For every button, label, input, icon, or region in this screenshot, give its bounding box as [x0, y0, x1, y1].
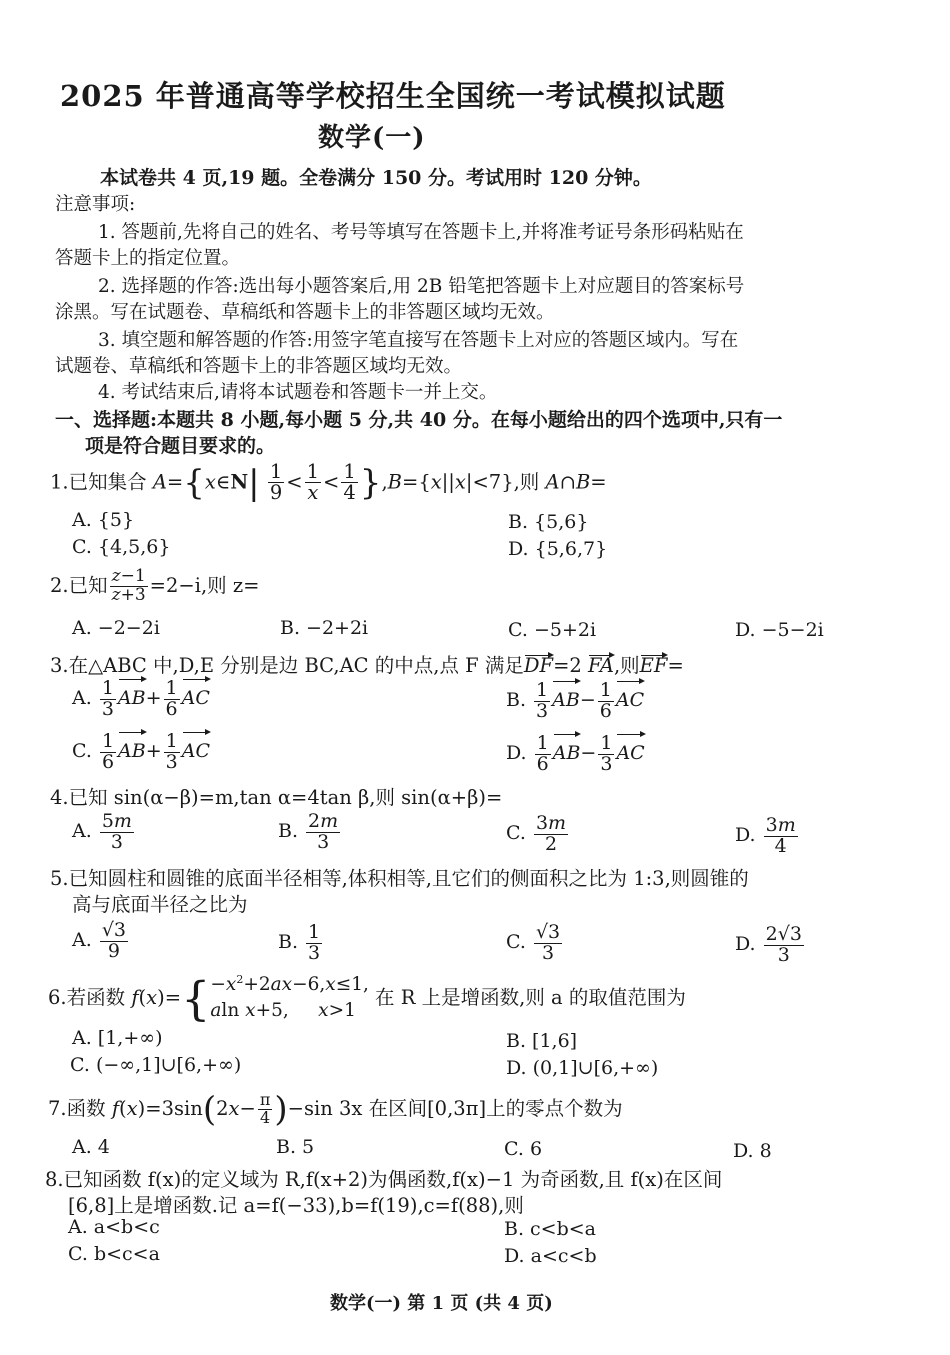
option-b: B. $\frac{1}{3}$ [278, 920, 321, 964]
option-b: B. [1,6] [506, 1030, 578, 1052]
section-heading-cont: 项是符合题目要求的。 [85, 435, 276, 457]
option-b: B. c<b<a [504, 1218, 597, 1240]
option-b: B. $\frac{1}{3}$ AB− $\frac{1}{6}$ AC [506, 678, 645, 722]
question-6: 6.若函数 $f(x)=\{-x^2+2ax-6,x\le 1$, aln x+5, x>1 在 R 上是增函数,则 a 的取值范围为 [48, 971, 686, 1026]
exam-subtitle: 数学(一) [318, 123, 426, 153]
option-d: D. $\frac{1}{6}$ AB− $\frac{1}{3}$ AC [506, 731, 645, 775]
question-4: 4.已知 sin(α−β)=m,tan α=4tan β,则 sin(α+β)= [50, 786, 503, 809]
option-c: C. (−∞,1]∪[6,+∞) [70, 1054, 242, 1076]
notice-line: 1. 答题前,先将自己的姓名、考号等填写在答题卡上,并将准考证号条形码粘贴在 [98, 222, 744, 243]
notice-line: 3. 填空题和解答题的作答:用签字笔直接写在答题卡上对应的答题区域内。写在 [98, 330, 739, 351]
section-heading: 一、选择题:本题共 8 小题,每小题 5 分,共 40 分。在每小题给出的四个选项中,只有一 [55, 409, 783, 431]
option-a: A. [1,+∞) [72, 1027, 163, 1049]
option-b: B. {5,6} [508, 511, 589, 533]
option-b: B. −2+2i [280, 617, 369, 639]
option-d: D. {5,6,7} [508, 538, 608, 560]
option-a: A. $\frac{5m}{3}$ [72, 809, 132, 853]
question-3: 3.在△ABC 中,D,E 分别是边 BC,AC 的中点,点 F 满足DF=2 FA,则EF= [50, 654, 684, 677]
notice-line: 试题卷、草稿纸和答题卡上的非答题区域均无效。 [55, 356, 463, 377]
option-c: C. $\frac{1}{6}$ AB+ $\frac{1}{3}$ AC [72, 729, 211, 773]
question-5-cont: 高与底面半径之比为 [72, 893, 248, 916]
option-a: A. a<b<c [68, 1216, 160, 1238]
option-b: B. 5 [276, 1136, 315, 1158]
question-8-cont: [6,8]上是增函数.记 a=f(−33),b=f(19),c=f(88),则 [68, 1194, 524, 1217]
option-a: A. $\frac{1}{3}$ AB+ $\frac{1}{6}$ AC [72, 676, 210, 720]
option-c: C. −5+2i [508, 619, 597, 641]
notice-heading: 注意事项: [55, 194, 136, 215]
option-a: A. $\frac{√3}{9}$ [72, 918, 127, 962]
option-d: D. (0,1]∪[6,+∞) [506, 1057, 659, 1079]
option-d: D. 8 [733, 1140, 772, 1162]
option-c: C. $\frac{√3}{3}$ [506, 920, 561, 964]
question-1: 1.已知集合 A={x∈N| $\frac{1}{9}$ < $\frac{1}{x}$ < $\frac{1}{4}$ },B={x||x|<7},则 A∩B= [50, 460, 607, 505]
option-c: C. b<c<a [68, 1243, 160, 1265]
option-c: C. 6 [504, 1138, 543, 1160]
option-c: C. {4,5,6} [72, 536, 171, 558]
exam-title: 2025 年普通高等学校招生全国统一考试模拟试题 [60, 79, 726, 113]
question-2: 2.已知 $\frac{z-1}{z+3}$ =2−i,则 z= [50, 566, 260, 605]
option-d: D. $\frac{3m}{4}$ [735, 813, 796, 857]
question-5: 5.已知圆柱和圆锥的底面半径相等,体积相等,且它们的侧面积之比为 1:3,则圆锥的 [50, 867, 749, 890]
option-c: C. $\frac{3m}{2}$ [506, 811, 567, 855]
option-d: D. $\frac{2√3}{3}$ [735, 922, 802, 966]
question-8: 8.已知函数 f(x)的定义域为 R,f(x+2)为偶函数,f(x)−1 为奇函数,且 f(x)在区间 [45, 1168, 723, 1191]
question-7: 7.函数 f(x)=3sin(2x− $\frac{\pi}{4}$ )−sin 3x 在区间[0,3π]上的零点个数为 [48, 1089, 623, 1130]
notice-line: 2. 选择题的作答:选出每小题答案后,用 2B 铅笔把答题卡上对应题目的答案标号 [98, 276, 745, 297]
option-d: D. a<c<b [504, 1245, 597, 1267]
notice-line: 4. 考试结束后,请将本试题卷和答题卡一并上交。 [98, 382, 498, 403]
option-b: B. $\frac{2m}{3}$ [278, 809, 339, 853]
page-footer: 数学(一) 第 1 页 (共 4 页) [330, 1293, 553, 1314]
option-a: A. −2−2i [72, 617, 160, 639]
notice-line: 答题卡上的指定位置。 [55, 248, 241, 269]
option-a: A. 4 [72, 1136, 110, 1158]
option-d: D. −5−2i [735, 619, 824, 641]
notice-line: 涂黑。写在试题卷、草稿纸和答题卡上的非答题区域均无效。 [55, 302, 555, 323]
option-a: A. {5} [72, 509, 135, 531]
exam-intro: 本试卷共 4 页,19 题。全卷满分 150 分。考试用时 120 分钟。 [100, 167, 652, 189]
